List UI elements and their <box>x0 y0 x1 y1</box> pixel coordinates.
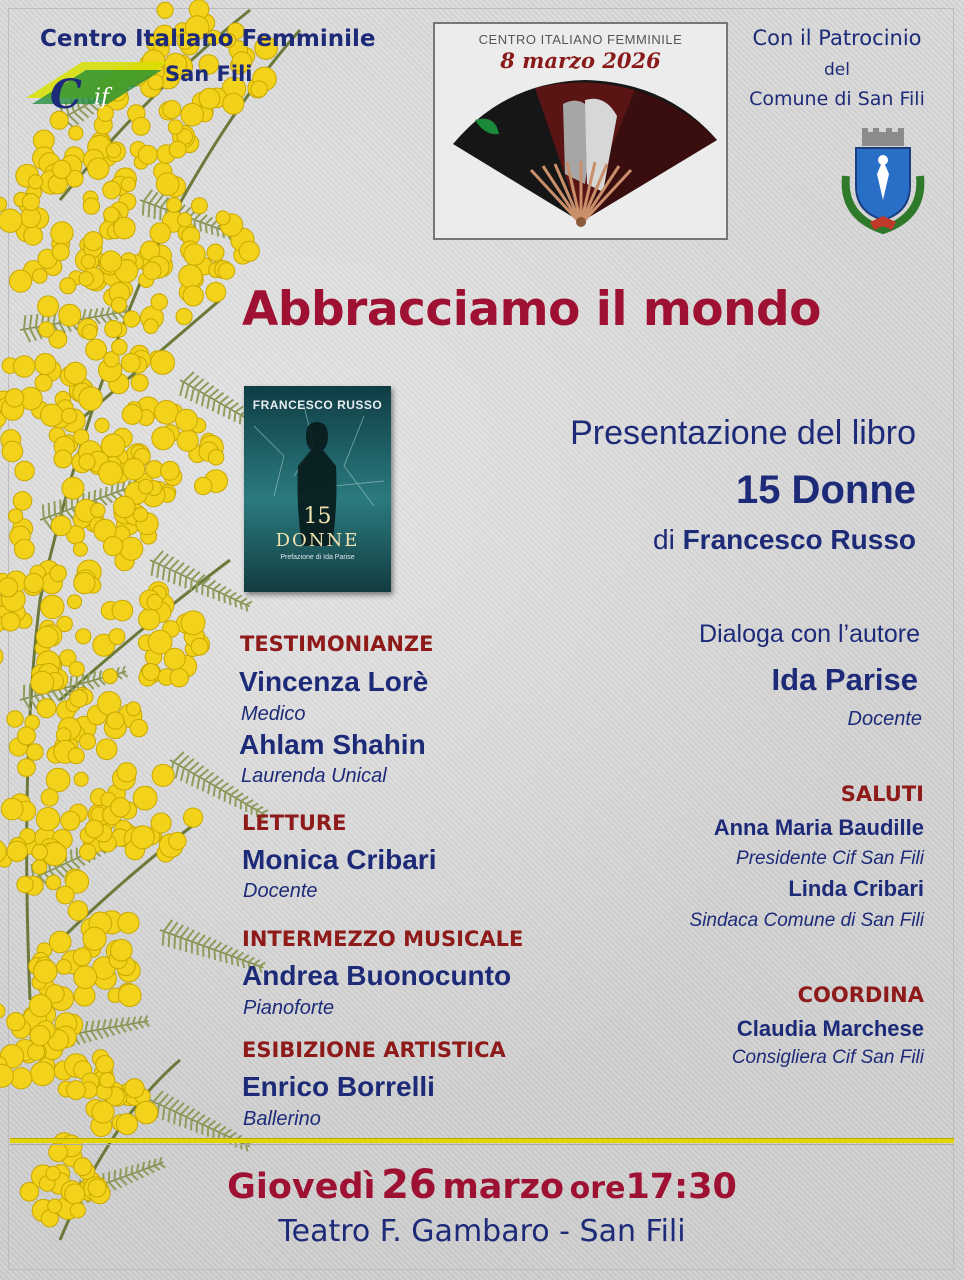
mimosa-flower <box>112 339 128 355</box>
mimosa-flower <box>96 1056 114 1074</box>
mimosa-flower <box>125 1079 144 1098</box>
mimosa-flower <box>80 734 96 750</box>
book-cover-title-word: DONNE <box>275 530 360 551</box>
mimosa-flower <box>251 81 267 97</box>
book-author-line <box>653 524 916 556</box>
mimosa-flower <box>73 948 91 966</box>
mimosa-flower <box>46 875 61 890</box>
mimosa-flower <box>184 808 203 827</box>
mimosa-flower <box>103 669 118 684</box>
mimosa-flower <box>208 450 223 465</box>
mimosa-flower <box>218 263 234 279</box>
cif-logo <box>22 58 172 120</box>
mimosa-flower <box>36 808 59 831</box>
org-name: Centro Italiano Femminile <box>40 26 376 52</box>
mimosa-flower <box>195 477 212 494</box>
mimosa-flower <box>7 711 23 727</box>
mimosa-flower <box>15 461 34 480</box>
mimosa-flower <box>68 901 88 921</box>
mimosa-flower <box>32 860 47 875</box>
mimosa-flower <box>51 222 73 244</box>
mimosa-flower <box>122 404 142 424</box>
mimosa-flower <box>143 262 161 280</box>
mimosa-flower <box>104 207 119 222</box>
mimosa-flower <box>41 595 64 618</box>
mimosa-flower <box>32 844 48 860</box>
dialogue-name: Ida Parise <box>771 662 918 697</box>
mimosa-flower <box>117 1114 138 1135</box>
mimosa-flower <box>61 811 80 830</box>
section-esibizione: ESIBIZIONE ARTISTICA <box>242 1038 506 1062</box>
mimosa-flower <box>15 539 35 559</box>
mimosa-flower <box>191 638 208 655</box>
mimosa-flower <box>79 387 103 411</box>
mimosa-flower <box>18 759 36 777</box>
section-testimonianze: TESTIMONIANZE <box>240 632 434 656</box>
mimosa-flower <box>41 404 63 426</box>
patronage-connector: del <box>824 60 850 80</box>
mimosa-flower <box>17 876 33 892</box>
mimosa-flower <box>68 595 82 609</box>
mimosa-flower <box>117 763 136 782</box>
mimosa-flower <box>206 282 226 302</box>
svg-text:C: C <box>50 71 82 118</box>
mimosa-flower <box>52 243 69 260</box>
mimosa-flower <box>144 319 159 334</box>
mimosa-flower <box>170 669 188 687</box>
mimosa-flower <box>83 198 99 214</box>
event-venue: Teatro F. Gambaro - San Fili <box>278 1214 686 1249</box>
mimosa-flower <box>33 269 48 284</box>
mimosa-flower <box>62 477 84 499</box>
mimosa-flower <box>70 690 88 708</box>
presentation-label: Presentazione del libro <box>570 414 916 452</box>
book-cover-author: FRANCESCO RUSSO <box>252 398 383 412</box>
book-cover-image <box>244 386 391 592</box>
mimosa-flower <box>74 573 95 594</box>
mimosa-flower <box>177 430 198 451</box>
mimosa-flower <box>223 93 244 114</box>
mimosa-flower <box>179 265 202 288</box>
mimosa-blooms <box>0 0 277 1227</box>
mimosa-flower <box>1 798 23 820</box>
mimosa-flower <box>99 461 123 485</box>
mimosa-flower <box>103 537 122 556</box>
mimosa-flower <box>135 1101 158 1124</box>
greeting-name: Anna Maria Baudille <box>713 815 924 840</box>
book-title: 15 Donne <box>735 468 916 512</box>
event-date-time <box>0 1162 964 1208</box>
mimosa-flower <box>207 244 224 261</box>
mimosa-flower <box>0 1004 5 1019</box>
mimosa-flower <box>28 175 42 189</box>
mimosa-flower <box>100 251 121 272</box>
book-cover-art <box>244 386 391 592</box>
mimosa-flower <box>127 702 141 716</box>
mimosa-flower <box>111 297 126 312</box>
mimosa-flower <box>24 573 43 592</box>
event-date-number: 26 <box>381 1162 437 1208</box>
fan-top-text: CENTRO ITALIANO FEMMINILE <box>478 32 683 47</box>
mimosa-flower <box>239 241 259 261</box>
mimosa-flower <box>98 692 121 715</box>
book-cover-title-number: 15 <box>303 504 332 529</box>
mimosa-flower <box>176 409 198 431</box>
dialogue-label: Dialoga con l’autore <box>699 620 920 648</box>
speaker-name: Enrico Borrelli <box>242 1071 435 1102</box>
mimosa-flower <box>60 278 76 294</box>
mimosa-flower <box>82 324 97 339</box>
mimosa-flower <box>139 609 160 630</box>
mimosa-flower <box>9 270 31 292</box>
mimosa-flower <box>2 441 23 462</box>
mimosa-flower <box>18 727 36 745</box>
fan-date-text: 8 marzo 2026 <box>500 48 661 73</box>
municipality-crest-icon <box>836 126 930 234</box>
mimosa-flower <box>132 117 150 135</box>
mimosa-flower <box>80 844 96 860</box>
mimosa-flower <box>147 594 162 609</box>
mimosa-flower <box>81 255 95 269</box>
mimosa-flower <box>35 354 56 375</box>
mimosa-flower <box>24 226 43 245</box>
speaker-role: Laurenda Unical <box>241 765 387 787</box>
speaker-name: Vincenza Lorè <box>239 666 429 697</box>
mimosa-flower <box>88 158 109 179</box>
mimosa-flower <box>131 374 148 391</box>
author-prefix: di <box>653 524 675 555</box>
book-cover-subtitle: Prefazione di Ida Parise <box>280 554 355 561</box>
mimosa-flower <box>124 311 140 327</box>
patronage-municipality: Comune di San Fili <box>749 88 925 110</box>
event-day: Giovedì <box>227 1167 376 1207</box>
speaker-name: Ahlam Shahin <box>239 729 426 760</box>
greeting-role: Sindaca Comune di San Fili <box>689 910 924 931</box>
mimosa-flower <box>29 995 51 1017</box>
moderator-role: Consigliera Cif San Fili <box>731 1047 924 1068</box>
mimosa-flower <box>105 320 122 337</box>
mimosa-flower <box>199 88 220 109</box>
mimosa-flower <box>83 927 106 950</box>
mimosa-flower <box>152 427 175 450</box>
dialogue-role: Docente <box>847 708 922 730</box>
speaker-name: Monica Cribari <box>242 844 437 875</box>
mimosa-flower <box>31 1062 55 1086</box>
event-month: marzo <box>442 1167 565 1207</box>
mimosa-flower <box>112 600 133 621</box>
mimosa-flower <box>76 629 91 644</box>
mimosa-flower <box>79 454 95 470</box>
greeting-role: Presidente Cif San Fili <box>736 848 924 869</box>
speaker-role: Pianoforte <box>243 997 335 1019</box>
event-time-prefix: ore <box>569 1171 626 1206</box>
mimosa-flower <box>34 960 57 983</box>
mimosa-flower <box>161 461 180 480</box>
patronage-line: Con il Patrocinio <box>752 26 922 50</box>
mimosa-flower <box>151 813 171 833</box>
section-letture: LETTURE <box>242 811 347 835</box>
section-coordina: COORDINA <box>797 983 924 1007</box>
mimosa-flower <box>114 496 136 518</box>
mimosa-flower <box>119 984 142 1007</box>
mimosa-flower <box>96 739 117 760</box>
fan-poster-image <box>433 22 728 240</box>
mimosa-flower <box>84 232 103 251</box>
mimosa-flower <box>216 211 230 225</box>
mimosa-flower <box>107 712 124 729</box>
mimosa-flower <box>176 308 192 324</box>
mimosa-flower <box>14 356 35 377</box>
org-location: San Fili <box>165 62 253 86</box>
mimosa-flower <box>151 351 175 375</box>
mimosa-flower <box>100 1073 115 1088</box>
mimosa-flower <box>134 507 148 521</box>
mimosa-flower <box>30 1026 50 1046</box>
mimosa-flower <box>156 173 179 196</box>
mimosa-flower <box>152 764 174 786</box>
mimosa-flower <box>64 362 86 384</box>
mimosa-flower <box>184 244 205 265</box>
mimosa-flower <box>49 1143 68 1162</box>
mimosa-flower <box>106 143 121 158</box>
speaker-name: Andrea Buonocunto <box>242 960 512 991</box>
moderator-name: Claudia Marchese <box>736 1016 924 1041</box>
mimosa-flower <box>169 832 186 849</box>
mimosa-flower <box>52 160 70 178</box>
mimosa-flower <box>68 748 84 764</box>
mimosa-flower <box>123 458 145 480</box>
mimosa-flower <box>11 1068 32 1089</box>
fan-icon <box>435 24 726 238</box>
mimosa-flower <box>36 626 58 648</box>
mimosa-flower <box>150 223 170 243</box>
mimosa-flower <box>111 939 133 961</box>
book-author: Francesco Russo <box>682 524 916 555</box>
mimosa-flower <box>27 744 44 761</box>
mimosa-flower <box>92 1101 114 1123</box>
mimosa-flower <box>56 886 74 904</box>
mimosa-flower <box>120 537 143 560</box>
mimosa-flower <box>181 103 204 126</box>
mimosa-flower <box>118 912 139 933</box>
main-title: Abbracciamo il mondo <box>242 282 821 337</box>
section-intermezzo: INTERMEZZO MUSICALE <box>242 927 524 951</box>
mimosa-flower <box>157 2 173 18</box>
mimosa-leaf <box>144 1088 255 1159</box>
footer-separator <box>10 1138 954 1143</box>
speaker-role: Medico <box>241 703 306 725</box>
greeting-name: Linda Cribari <box>788 876 924 901</box>
mimosa-flower <box>13 492 32 511</box>
speaker-role: Docente <box>243 880 318 902</box>
event-time: 17:30 <box>625 1167 737 1207</box>
mimosa-flower <box>0 578 18 597</box>
mimosa-flower <box>85 820 103 838</box>
mimosa-flower <box>109 629 125 645</box>
mimosa-flower <box>86 339 107 360</box>
mimosa-flower <box>131 826 154 849</box>
mimosa-flower <box>51 516 71 536</box>
mimosa-flower <box>164 648 185 669</box>
mimosa-flower <box>95 418 109 432</box>
svg-text:if: if <box>94 85 110 110</box>
mimosa-flower <box>69 662 84 677</box>
mimosa-flower <box>46 768 70 792</box>
mimosa-flower <box>167 198 182 213</box>
mimosa-flower <box>54 450 72 468</box>
mimosa-flower <box>5 389 23 407</box>
mimosa-flower <box>74 772 88 786</box>
mimosa-flower <box>59 304 81 326</box>
mimosa-flower <box>39 322 54 337</box>
mimosa-flower <box>67 1081 86 1100</box>
mimosa-flower <box>151 294 167 310</box>
mimosa-flower <box>57 960 72 975</box>
mimosa-flower <box>139 479 154 494</box>
mimosa-flower <box>49 931 71 953</box>
mimosa-flower <box>0 197 7 211</box>
mimosa-flower <box>191 198 207 214</box>
mimosa-flower <box>38 296 59 317</box>
mimosa-flower <box>31 671 54 694</box>
mimosa-flower <box>0 647 3 666</box>
mimosa-flower <box>0 209 22 232</box>
mimosa-flower <box>121 177 135 191</box>
mimosa-flower <box>169 141 186 158</box>
mimosa-flower <box>62 408 77 423</box>
section-saluti: SALUTI <box>840 782 924 806</box>
mimosa-flower <box>1 612 20 631</box>
mimosa-flower <box>91 503 105 517</box>
mimosa-flower <box>168 120 182 134</box>
mimosa-flower <box>103 181 121 199</box>
mimosa-flower <box>37 699 56 718</box>
mimosa-flower <box>133 786 157 810</box>
mimosa-flower <box>79 272 93 286</box>
mimosa-flower <box>142 664 159 681</box>
speaker-role: Ballerino <box>243 1108 321 1130</box>
mimosa-flower <box>69 126 83 140</box>
mimosa-flower <box>50 565 66 581</box>
mimosa-flower <box>181 611 205 635</box>
mimosa-flower <box>35 374 52 391</box>
mimosa-flower <box>41 789 58 806</box>
mimosa-flower <box>183 286 203 306</box>
footer-separator-shadow <box>10 1144 954 1145</box>
mimosa-flower <box>155 401 179 425</box>
mimosa-flower <box>178 213 192 227</box>
mimosa-flower <box>121 353 140 372</box>
mimosa-flower <box>7 841 27 861</box>
mimosa-flower <box>111 798 130 817</box>
mimosa-flower <box>130 719 147 736</box>
mimosa-flower <box>74 966 97 989</box>
mimosa-flower <box>73 542 87 556</box>
mimosa-flower <box>7 1013 25 1031</box>
mimosa-flower <box>22 194 39 211</box>
mimosa-flower <box>138 145 157 164</box>
mimosa-flower <box>9 509 23 523</box>
